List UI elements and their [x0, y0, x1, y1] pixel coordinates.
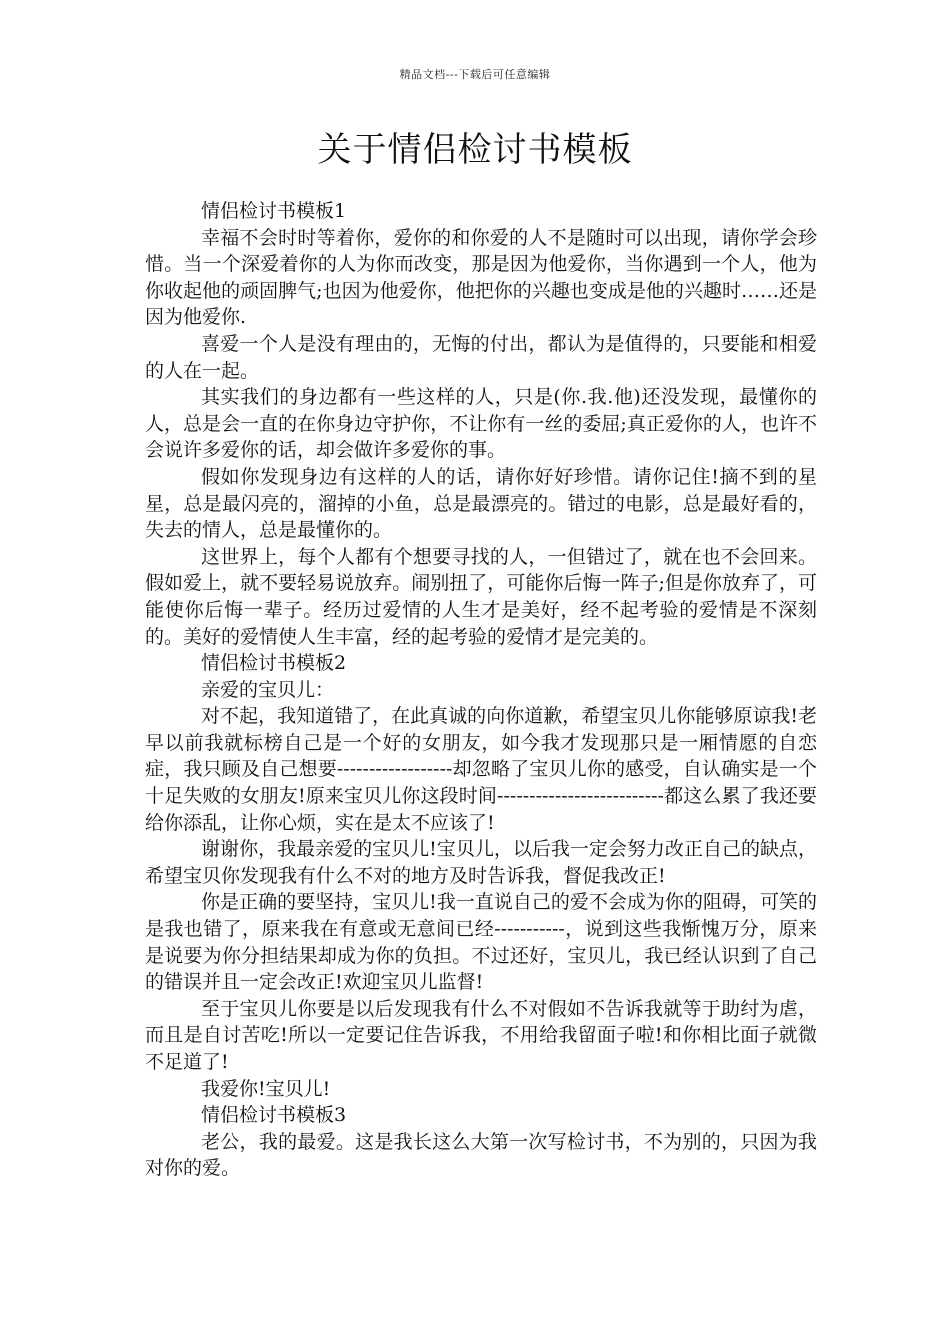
paragraph: 其实我们的身边都有一些这样的人，只是(你.我.他)还没发现，最懂你的人，总是会一直的在你身边守护你，不让你有一丝的委屈;真正爱你的人，也许不会说许多爱你的话，却会做许多爱你的事。	[145, 386, 817, 462]
paragraph: 对不起，我知道错了，在此真诚的向你道歉，希望宝贝儿你能够原谅我!老早以前我就标榜自己是一个好的女朋友，如今我才发现那只是一厢情愿的自恋症，我只顾及自己想要------------------却忽略了宝贝儿你的感受，自认确实是一个十足失败的女朋友!原来宝贝儿你这段时间--------------------------都这么累了我还要给你添乱，让你心烦，实在是太不应该了!	[145, 705, 817, 834]
paragraph: 你是正确的要坚持，宝贝儿!我一直说自己的爱不会成为你的阻碍，可笑的是我也错了，原来我在有意或无意间已经-----------，说到这些我惭愧万分，原来是说要为你分担结果却成为你的负担。不过还好，宝贝儿，我已经认识到了自己的错误并且一定会改正!欢迎宝贝儿监督!	[145, 891, 817, 994]
paragraph: 喜爱一个人是没有理由的，无悔的付出，都认为是值得的，只要能和相爱的人在一起。	[145, 332, 817, 382]
paragraph: 我爱你!宝贝儿!	[201, 1077, 331, 1100]
paragraph: 假如你发现身边有这样的人的话，请你好好珍惜。请你记住!摘不到的星星，总是最闪亮的，溜掉的小鱼，总是最漂亮的。错过的电影，总是最好看的，失去的情人，总是最懂你的。	[145, 465, 817, 542]
paragraph: 这世界上，每个人都有个想要寻找的人，一但错过了，就在也不会回来。假如爱上，就不要轻易说放弃。闹别扭了，可能你后悔一阵子;但是你放弃了，可能使你后悔一辈子。经历过爱情的人生才是美好，经不起考验的爱情是不深刻的。美好的爱情使人生丰富，经的起考验的爱情才是完美的。	[145, 545, 817, 648]
header-note: 精品文档---下载后可任意编辑	[399, 68, 551, 81]
section-heading-1: 情侣检讨书模板1	[201, 200, 347, 222]
paragraph: 幸福不会时时等着你，爱你的和你爱的人不是随时可以出现，请你学会珍惜。当一个深爱着你的人为你而改变，那是因为他爱你，当你遇到一个人，他为你收起他的顽固脾气;也因为他爱你，他把你的兴趣也变成是他的兴趣时……还是因为他爱你.	[145, 226, 817, 329]
salutation: 亲爱的宝贝儿：	[201, 678, 335, 701]
document-body	[145, 198, 817, 1182]
document-title: 关于情侣检讨书模板	[317, 130, 633, 170]
paragraph: 老公，我的最爱。这是我长这么大第一次写检讨书，不为别的，只因为我对你的爱。	[145, 1130, 817, 1180]
paragraph: 谢谢你，我最亲爱的宝贝儿!宝贝儿，以后我一定会努力改正自己的缺点，希望宝贝你发现我有什么不对的地方及时告诉我，督促我改正!	[145, 838, 817, 887]
section-heading-2: 情侣检讨书模板2	[201, 652, 347, 675]
paragraph: 至于宝贝儿你要是以后发现我有什么不对假如不告诉我就等于助纣为虐，而且是自讨苦吃!所以一定要记住告诉我，不用给我留面子啦!和你相比面子就微不足道了!	[145, 997, 817, 1073]
section-heading-3: 情侣检讨书模板3	[201, 1104, 347, 1127]
